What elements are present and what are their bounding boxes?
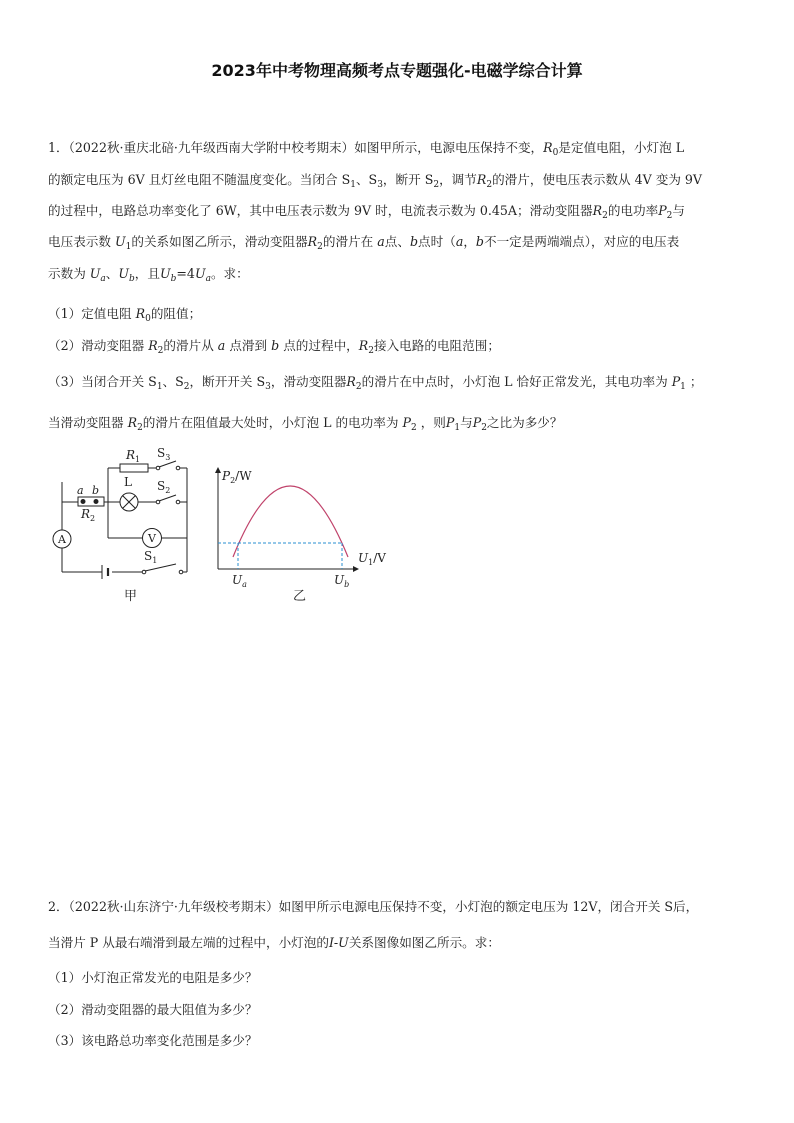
slider-point-b: [94, 499, 99, 504]
q1-part-1: （1）定值电阻 $R_0$的阻值；: [48, 306, 202, 324]
label-b: b: [92, 484, 100, 497]
q1-line-3: 的过程中，电路总功率变化了 6W，其中电压表示数为 9V 时，电流表示数为 0.45A；滑动变阻器$R_2$的电功率$P_2$与: [48, 203, 685, 221]
q2-part-1: （1）小灯泡正常发光的电阻是多少？: [48, 970, 258, 985]
switch-s2-blade: [159, 495, 176, 501]
lamp-icon: [120, 493, 138, 511]
x-axis-label: $U_1/V$: [358, 551, 386, 567]
label-r1: $R_1$: [126, 448, 141, 464]
label-s3: $S_3$: [157, 446, 171, 462]
q1-line-5: 示数为 $U_a$、$U_b$，且$U_b=4U_a$。求：: [48, 266, 249, 284]
voltmeter-label: V: [148, 532, 156, 545]
switch-s1-blade: [145, 564, 176, 571]
q1-line-1: 1．（2022秋·重庆北碚·九年级西南大学附中校考期末）如图甲所示，电源电压保持不变，$R_0$是定值电阻，小灯泡 L: [48, 140, 685, 158]
q2-part-2: （2）滑动变阻器的最大阻值为多少？: [48, 1002, 258, 1017]
q2-line-2: 当滑片 P 从最右端滑到最左端的过程中，小灯泡的I-U关系图像如图乙所示。求：: [48, 935, 500, 950]
label-a: a: [77, 484, 84, 497]
q1-part-3-cont: 当滑动变阻器 $R_2$的滑片在阻值最大处时，小灯泡 L 的电功率为 $P_2$ ，则$P_1$与$P_2$之比为多少？: [48, 415, 563, 433]
label-r2: $R_2$: [81, 507, 96, 523]
ammeter-label: A: [58, 533, 66, 546]
label-lamp: L: [124, 475, 132, 489]
label-s2: $S_2$: [157, 479, 171, 495]
y-axis-label: $P_2/W$: [222, 469, 252, 485]
slider-point-a: [81, 499, 86, 504]
q2-part-3: （3）该电路总功率变化范围是多少？: [48, 1033, 258, 1048]
caption-yi: 乙: [293, 589, 307, 604]
page-title: 2023年中考物理高频考点专题强化-电磁学综合计算: [211, 61, 583, 80]
q1-part-2: （2）滑动变阻器 $R_2$的滑片从 a 点滑到 b 点的过程中，$R_2$接入电路的电阻范围；: [48, 338, 500, 356]
q2-line-1: 2．（2022秋·山东济宁·九年级校考期末）如图甲所示电源电压保持不变，小灯泡的额定电压为 12V，闭合开关 S后，: [48, 899, 699, 914]
q1-part-3: （3）当闭合开关 $S_1$、$S_2$，断开开关 $S_3$，滑动变阻器$R_2$的滑片在中点时，小灯泡 L 恰好正常发光，其电功率为 $P_1$ ；: [48, 374, 703, 392]
tick-label-ub: $U_b$: [334, 573, 350, 589]
tick-label-ua: $U_a$: [232, 573, 247, 589]
circuit-diagram: [44, 440, 204, 610]
power-curve: [233, 486, 348, 557]
q1-line-4: 电压表示数 $U_1$的关系如图乙所示，滑动变阻器$R_2$的滑片在 a点、b点时（a，b不一定是两端端点），对应的电压表: [48, 234, 680, 252]
q1-line-2: 的额定电压为 6V 且灯丝电阻不随温度变化。当闭合 $S_1$、$S_3$，断开 $S_2$，调节$R_2$的滑片，使电压表示数从 4V 变为 9V: [48, 172, 703, 190]
caption-jia: 甲: [124, 589, 138, 604]
p2-u1-graph: [208, 462, 398, 607]
resistor-r1: [120, 464, 148, 472]
label-s1: $S_1$: [144, 549, 158, 565]
